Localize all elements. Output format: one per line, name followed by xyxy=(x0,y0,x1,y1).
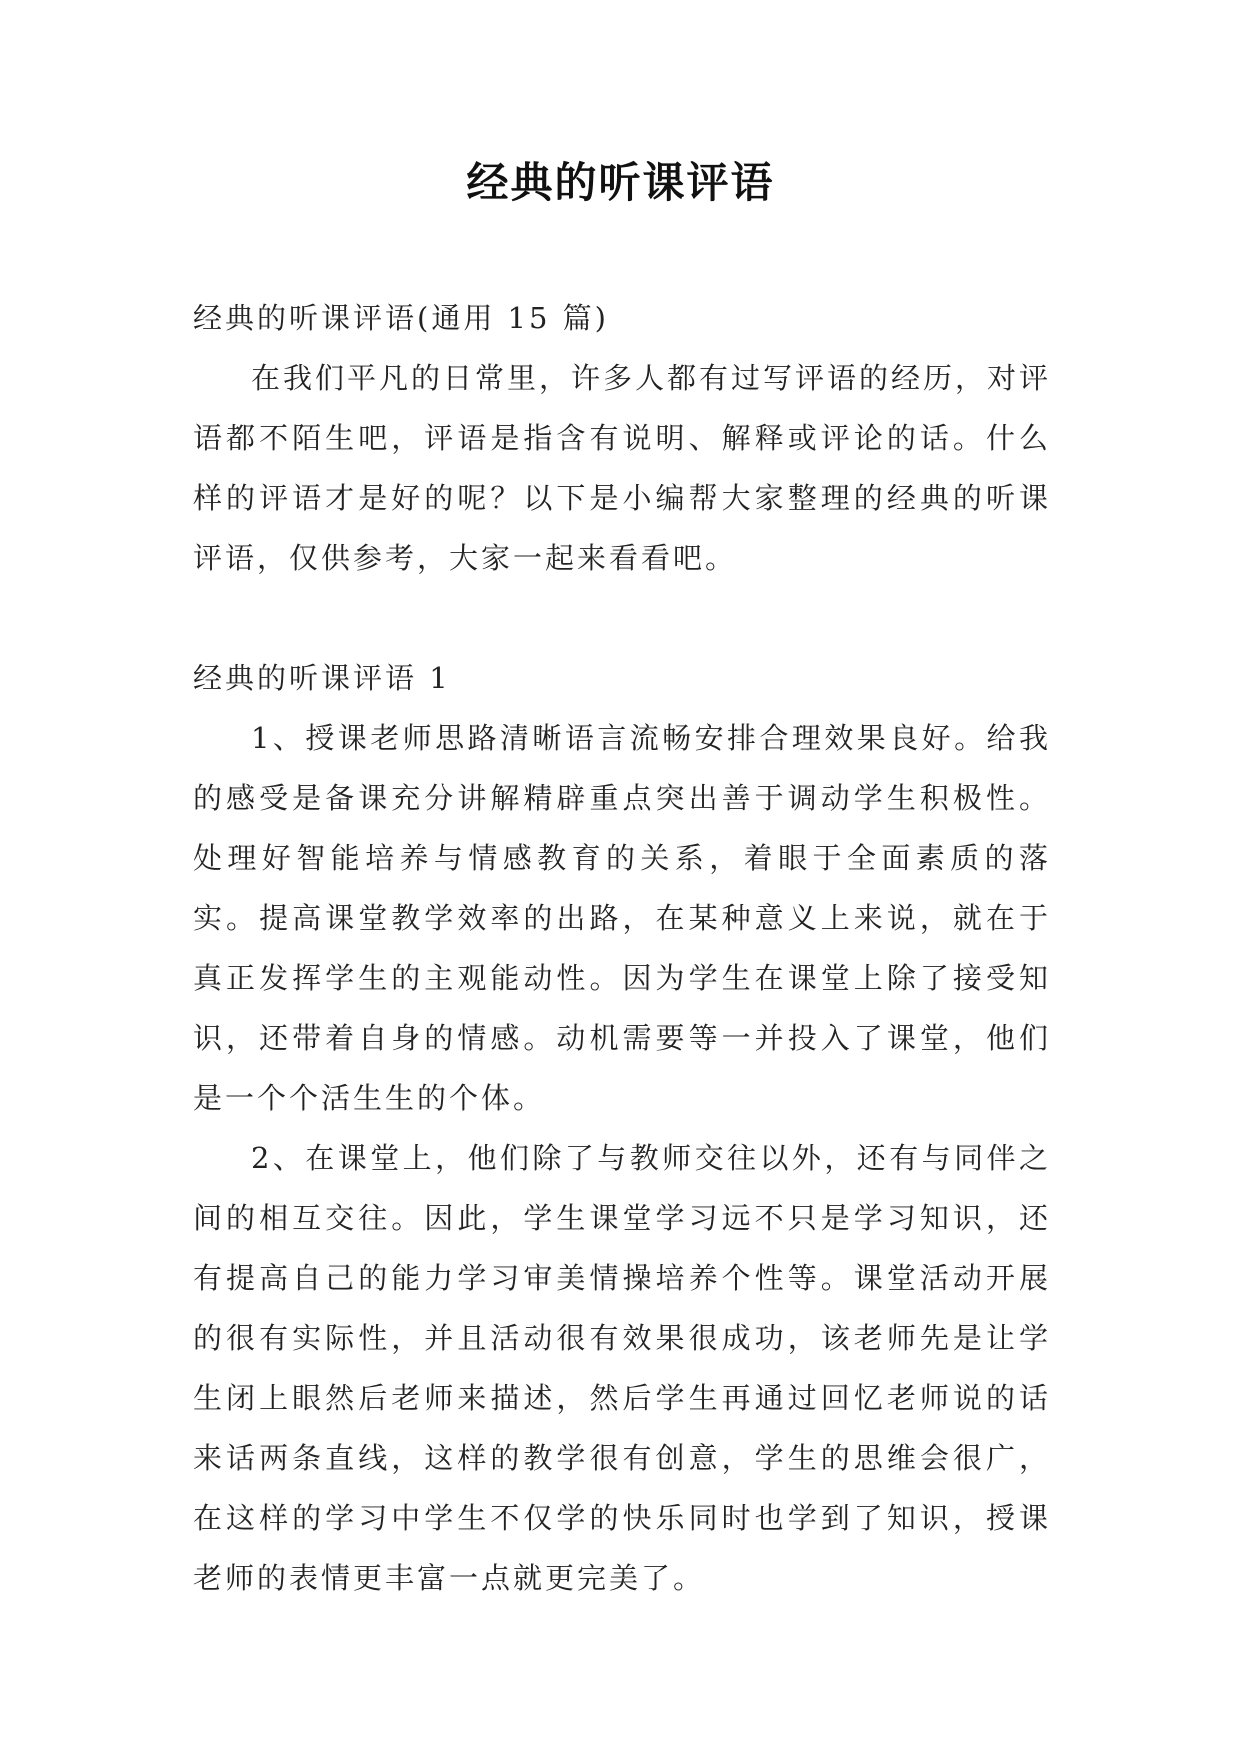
section-paragraph-2: 2、在课堂上，他们除了与教师交往以外，还有与同伴之间的相互交往。因此，学生课堂学习远不只是学习知识，还有提高自己的能力学习审美情操培养个性等。课堂活动开展的很有实际性，并且活动很有效果很成功，该老师先是让学生闭上眼然后老师来描述，然后学生再通过回忆老师说的话来话两条直线，这样的教学很有创意，学生的思维会很广，在这样的学习中学生不仅学的快乐同时也学到了知识，授课老师的表情更丰富一点就更完美了。 xyxy=(193,1141,1051,1595)
document-title: 经典的听课评语 xyxy=(466,158,775,207)
document-subtitle: 经典的听课评语(通用 15 篇) xyxy=(193,301,609,335)
section-heading: 经典的听课评语 1 xyxy=(193,661,451,695)
document-body xyxy=(193,288,1051,1608)
section-paragraph-1: 1、授课老师思路清晰语言流畅安排合理效果良好。给我的感受是备课充分讲解精辟重点突出善于调动学生积极性。处理好智能培养与情感教育的关系，着眼于全面素质的落实。提高课堂教学效率的出路，在某种意义上来说，就在于真正发挥学生的主观能动性。因为学生在课堂上除了接受知识，还带着自身的情感。动机需要等一并投入了课堂，他们是一个个活生生的个体。 xyxy=(193,721,1051,1115)
intro-paragraph: 在我们平凡的日常里，许多人都有过写评语的经历，对评语都不陌生吧，评语是指含有说明、解释或评论的话。什么样的评语才是好的呢？以下是小编帮大家整理的经典的听课评语，仅供参考，大家一起来看看吧。 xyxy=(193,361,1052,575)
section-spacer xyxy=(193,588,1051,648)
